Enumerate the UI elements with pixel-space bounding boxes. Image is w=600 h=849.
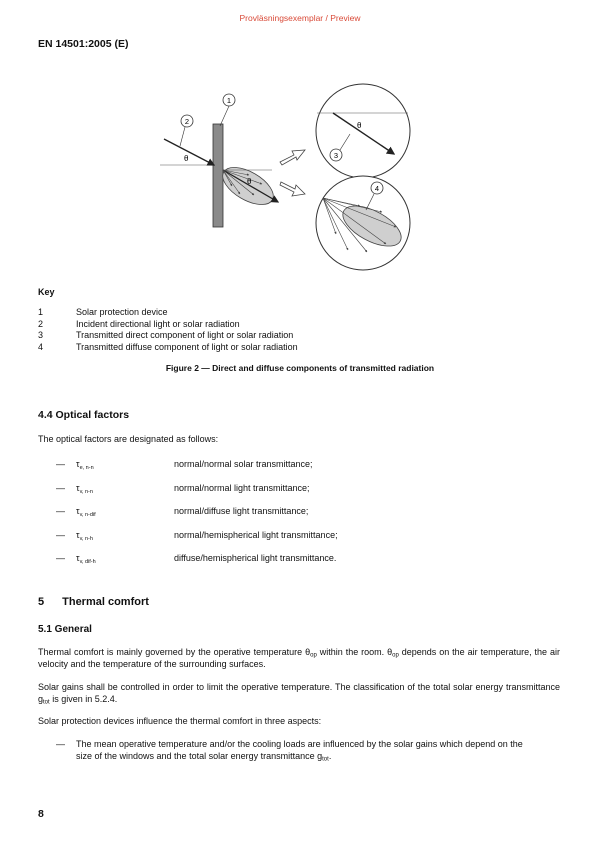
bullet-mean-operative-temperature: — The mean operative temperature and/or the cooling loads are influenced by the solar gains which depend on the size of the windows and the total solar energy transmittance $g_{tot}$. <box>56 739 523 762</box>
optical-factors-intro: The optical factors are designated as follows: <box>38 434 219 444</box>
key-item: 4 Transmitted diffuse component of light or solar radiation <box>38 341 298 352</box>
optical-factor-item: — $\tau_{v, n-h}$ normal/hemispherical light transmittance; <box>56 530 338 542</box>
incident-beam <box>164 139 214 165</box>
label-1: 1 <box>226 96 232 105</box>
key-item: 3 Transmitted direct component of light or solar radiation <box>38 330 294 340</box>
optical-factor-item: — $\tau_{e, n-n}$ normal/normal solar transmittance; <box>56 459 313 471</box>
preview-watermark: Provläsningsexemplar / Preview <box>239 13 361 23</box>
document-id: EN 14501:2005 (E) <box>38 38 129 50</box>
section-heading-general: 5.1 General <box>38 624 92 635</box>
incident-angle: θ <box>184 154 189 163</box>
arrow-to-diffuse-detail <box>280 182 305 196</box>
paragraph-solar-gains: Solar gains shall be controlled in order to limit the operative temperature. The classification of the total solar energy transmittance $g_{tot}$ is given in 5.2.4. <box>38 682 560 705</box>
label-3: 3 <box>333 151 339 160</box>
solar-protection-device-panel <box>213 124 223 227</box>
arrow-to-direct-detail <box>280 150 305 165</box>
paragraph-operative-temperature: Thermal comfort is mainly governed by the operative temperature $\theta_{op}$ within the room. $\theta_{op}$ depends on the air temperature, the air velocity and the temperature of the surrounding surfaces. <box>38 647 560 669</box>
direct-component-detail <box>316 84 410 178</box>
key-item: 2 Incident directional light or solar radiation <box>38 318 240 329</box>
key-title: Key <box>38 287 55 297</box>
label-2: 2 <box>184 117 190 126</box>
section-heading-optical-factors: 4.4 Optical factors <box>38 409 130 421</box>
optical-factor-item: — $\tau_{v, dif-h}$ diffuse/hemispherical light transmittance. <box>56 553 337 565</box>
optical-factor-item: — $\tau_{v, n-n}$ normal/normal light transmittance; <box>56 483 310 495</box>
direct-angle: θ <box>357 121 362 130</box>
section-heading-thermal-comfort: 5 Thermal comfort <box>38 596 149 608</box>
figure-caption: Figure 2 — Direct and diffuse components of transmitted radiation <box>165 363 435 373</box>
transmitted-angle: θ <box>247 177 252 186</box>
optical-factor-item: — $\tau_{v, n-dif}$ normal/diffuse light transmittance; <box>56 506 309 518</box>
page-number: 8 <box>38 808 44 820</box>
key-list <box>38 307 298 353</box>
transmitted-lobe <box>217 160 279 212</box>
paragraph-three-aspects: Solar protection devices influence the thermal comfort in three aspects: <box>38 716 322 726</box>
key-item: 1 Solar protection device <box>38 307 168 317</box>
label-4: 4 <box>374 184 380 193</box>
transmitted-radiation-diagram <box>150 82 430 272</box>
